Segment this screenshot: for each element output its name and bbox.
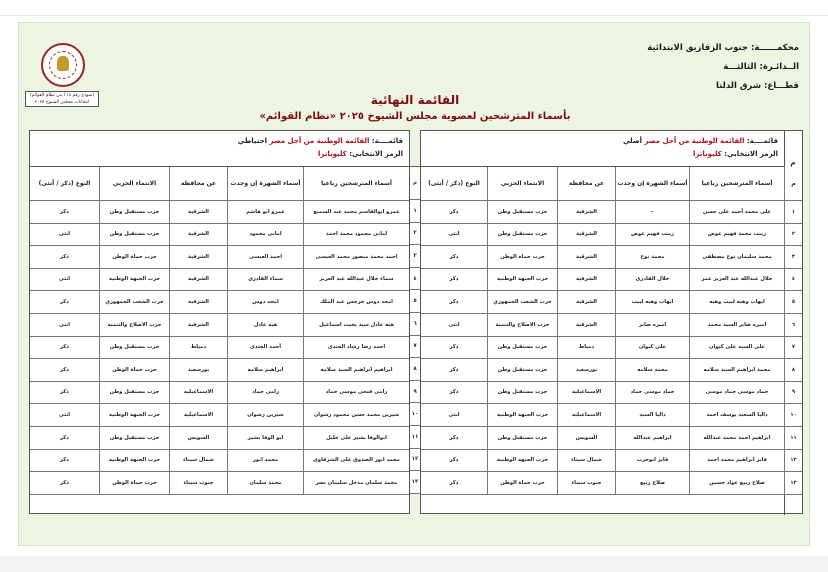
form-number-line: (نموذج رقم ١٨ أ من نظام القوائم)	[29, 93, 95, 98]
reserve-table-row	[30, 427, 409, 450]
reserve-cell-gov: شمال سيناء	[169, 450, 227, 472]
reserve-cell-gov: الاسماعيلية	[169, 382, 227, 404]
main-cell-party: حزب مستقبل وطن	[487, 224, 557, 246]
reserve-cell-nick: محمد انور	[227, 450, 303, 472]
reserve-cell-gender: ذكر	[60, 434, 69, 441]
main-cell-num: ٧	[784, 337, 802, 359]
main-cell-nick: زينب فهيم عوض	[615, 224, 689, 246]
main-header-nick: أسماء الشهرة إن وجدت	[615, 167, 689, 200]
reserve-cell-name: امانى محمود محمد احمد	[303, 224, 409, 246]
main-table-row	[421, 337, 802, 360]
election-name-line: انتخابات مجلس الشيوخ ٢٠٢٥	[34, 100, 90, 105]
main-list-header	[421, 131, 784, 167]
main-cell-gender: ذكر	[449, 366, 459, 373]
reserve-cell-gov: بورسعيد	[169, 359, 227, 381]
main-list-kind: أصلي	[622, 137, 643, 145]
main-cell-gender: ذكر	[449, 298, 459, 305]
main-cell-party: حزب الجبهة الوطنية	[487, 404, 557, 426]
reserve-cell-party: حزب حماة الوطن	[99, 246, 169, 268]
main-cell-num: ٥	[784, 291, 802, 313]
court-line: محكمــــــة: جنوب الزقازيق الابتدائية	[647, 43, 799, 53]
reserve-cell-party: حزب مستقبل وطن	[99, 382, 169, 404]
main-header-name: أسماء المترشحين رباعيا	[689, 167, 784, 200]
reserve-cell-gov: الشرقية	[169, 314, 227, 336]
sector-line: قطـــاع: شرق الدلتا	[716, 81, 799, 91]
reserve-cell-gov: الشرقية	[169, 291, 227, 313]
main-cell-party: حزب حماة الوطن	[487, 472, 557, 494]
reserve-list-kind: احتياطي	[237, 137, 268, 145]
main-cell-num: ٩	[784, 382, 802, 404]
reserve-table-row	[30, 201, 409, 224]
main-cell-name: محمد سليمان نوح مصطفى	[689, 246, 784, 268]
reserve-table-row	[30, 314, 409, 337]
main-header-gov: عن محافظة	[557, 167, 615, 200]
reserve-table-row	[30, 359, 409, 382]
window-bottom-edge	[0, 556, 828, 572]
main-cell-gov: دمياط	[557, 337, 615, 359]
main-table-row	[421, 291, 802, 314]
main-cell-nick: محمد سلامه	[615, 359, 689, 381]
reserve-cell-name: ابوالوفا بشير على خليل	[303, 427, 409, 449]
main-cell-name: صلاح ربيع عواد حسين	[689, 472, 784, 494]
main-list-panel	[420, 130, 803, 514]
main-cell-name: على محمد أحمد على حسن	[689, 201, 784, 223]
candidate-lists	[29, 130, 803, 514]
main-header-gender: النوع (ذكر / أنثى)	[428, 179, 480, 187]
reserve-cell-name: هبه عادل سيد بخيت اسماعيل	[303, 314, 409, 336]
main-cell-gov: شمال سيناء	[557, 450, 615, 472]
reserve-header-gender: النوع (ذكر / أنثى)	[38, 179, 91, 187]
reserve-table-row	[30, 382, 409, 405]
reserve-cell-num: ١٣	[410, 471, 420, 494]
main-cell-nick: جلال القادرى	[615, 269, 689, 291]
reserve-cell-gender: ذكر	[60, 344, 69, 351]
reserve-cell-party: حزب حماة الوطن	[99, 472, 169, 494]
main-cell-num: ٨	[784, 359, 802, 381]
reserve-column-headers	[30, 167, 409, 201]
reserve-cell-nick: عمرو ابو هاشم	[227, 201, 303, 223]
main-cell-num: ١٢	[784, 450, 802, 472]
reserve-cell-name: رامى فتحى موسى حماد	[303, 382, 409, 404]
reserve-cell-party: حزب الجبهة الوطنية	[99, 404, 169, 426]
reserve-cell-num: ١	[410, 200, 420, 223]
main-cell-gov: الاسماعيلية	[557, 404, 615, 426]
reserve-cell-name: محمد سلمان مدخل سليمان نصر	[303, 472, 409, 494]
reserve-cell-party: حزب مستقبل وطن	[99, 224, 169, 246]
main-list-name: القائمة الوطنية من أجل مصر	[644, 137, 745, 145]
reserve-cell-nick: ابراهيم سلامه	[227, 359, 303, 381]
reserve-header-num: م	[410, 166, 420, 200]
main-cell-gov: الشرقية	[557, 314, 615, 336]
main-cell-nick: فايز ابوحرب	[615, 450, 689, 472]
reserve-cell-gov: دمياط	[169, 337, 227, 359]
reserve-cell-nick: شيرين رشوان	[227, 404, 303, 426]
reserve-cell-nick: امانى محمود	[227, 224, 303, 246]
main-cell-gender: انثى	[448, 231, 460, 238]
main-cell-gender: ذكر	[449, 344, 459, 351]
main-cell-nick: اميره صابر	[615, 314, 689, 336]
main-cell-name: ايهاب وهبه لبيب وهبه	[689, 291, 784, 313]
main-table-row	[421, 472, 802, 495]
court-header	[639, 39, 799, 96]
reserve-cell-gender: انثى	[58, 231, 71, 238]
reserve-cell-nick: احمد العيسى	[227, 246, 303, 268]
main-cell-gender: انثى	[448, 411, 460, 418]
main-cell-gov: الشرقية	[557, 269, 615, 291]
main-table-row	[421, 382, 802, 405]
election-seal-logo	[41, 43, 85, 87]
reserve-cell-party: حزب الشعب الجمهوري	[99, 291, 169, 313]
reserve-cell-name: شيرين محمد حسن محمود رشوان	[303, 404, 409, 426]
reserve-cell-gender: انثى	[58, 411, 71, 418]
main-cell-party: حزب مستقبل وطن	[487, 427, 557, 449]
main-cell-num: ٤	[784, 269, 802, 291]
main-cell-num: ٢	[784, 224, 802, 246]
window-top-edge	[0, 0, 828, 16]
reserve-list-name: القائمة الوطنية من أجل مصر	[269, 137, 370, 145]
main-cell-gender: ذكر	[449, 479, 459, 486]
main-cell-nick: -	[615, 201, 689, 223]
reserve-cell-party: حزب الاصلاح والتنمية	[99, 314, 169, 336]
main-cell-gender: ذكر	[449, 389, 459, 396]
reserve-table-row	[30, 404, 409, 427]
main-table-row	[421, 427, 802, 450]
main-cell-name: جلال عبدالله عبد العزيز عمر	[689, 269, 784, 291]
main-header-num: م	[784, 167, 802, 200]
main-cell-nick: داليا السيد	[615, 404, 689, 426]
reserve-cell-name: ابراهيم ابراهيم السيد سلامه	[303, 359, 409, 381]
reserve-table-row	[30, 246, 409, 269]
main-cell-party: حزب الاصلاح والتنمية	[487, 314, 557, 336]
reserve-cell-gender: ذكر	[60, 479, 69, 486]
main-cell-party: حزب مستقبل وطن	[487, 359, 557, 381]
reserve-table-row	[30, 291, 409, 314]
main-column-headers	[421, 167, 802, 201]
main-cell-name: حماد موسى حماد موسى	[689, 382, 784, 404]
reserve-header-party: الانتماء الحزبي	[99, 167, 169, 200]
reserve-header-nick: أسماء الشهرة إن وجدت	[227, 167, 303, 200]
reserve-cell-name: احمد رضا رشاد الجندى	[303, 337, 409, 359]
reserve-cell-gov: الاسماعيلية	[169, 404, 227, 426]
main-cell-nick: على كيوان	[615, 337, 689, 359]
main-cell-nick: حماد موسى حماد	[615, 382, 689, 404]
main-cell-gov: الشرقية	[557, 224, 615, 246]
main-cell-gender: ذكر	[449, 253, 459, 260]
main-cell-num: ١٠	[784, 404, 802, 426]
main-table-row	[421, 246, 802, 269]
main-cell-gender: ذكر	[449, 434, 459, 441]
reserve-symbol: كليوباترا	[317, 150, 347, 158]
reserve-cell-gov: الشرقية	[169, 224, 227, 246]
main-cell-party: حزب حماة الوطن	[487, 246, 557, 268]
reserve-cell-num: ١٢	[410, 449, 420, 472]
main-cell-num: ٣	[784, 246, 802, 268]
eagle-icon	[57, 56, 69, 71]
reserve-header-name: أسماء المترشحين رباعيا	[303, 167, 409, 200]
reserve-cell-gov: السويس	[169, 427, 227, 449]
reserve-cell-gov: الشرقية	[169, 201, 227, 223]
reserve-cell-nick: ابو الوفا بشير	[227, 427, 303, 449]
main-table-row	[421, 201, 802, 224]
reserve-cell-num: ٣	[410, 245, 420, 268]
reserve-cell-name: امجد دوس جرجس عبد الملك	[303, 291, 409, 313]
main-cell-gender: ذكر	[449, 276, 459, 283]
reserve-cell-nick: هبة عادل	[227, 314, 303, 336]
circuit-line: الــدائـرة: الثالثـــة	[723, 62, 799, 72]
reserve-cell-gender: ذكر	[60, 366, 69, 373]
reserve-cell-nick: محمد سلمان	[227, 472, 303, 494]
reserve-cell-nick: سماء القادرى	[227, 269, 303, 291]
reserve-cell-party: حزب الجبهة الوطنية	[99, 450, 169, 472]
reserve-cell-party: حزب حماة الوطن	[99, 359, 169, 381]
main-cell-nick: صلاح ربيع	[615, 472, 689, 494]
main-table-row	[421, 314, 802, 337]
reserve-cell-gov: جنوب سيناء	[169, 472, 227, 494]
main-table-row	[421, 404, 802, 427]
main-cell-name: فايز ابراهيم محمد احمد	[689, 450, 784, 472]
reserve-cell-num: ٢	[410, 223, 420, 246]
main-cell-name: على السيد على كيوان	[689, 337, 784, 359]
reserve-cell-gender: ذكر	[60, 389, 69, 396]
main-cell-gov: بورسعيد	[557, 359, 615, 381]
main-list-table	[421, 167, 802, 513]
main-table-row	[421, 450, 802, 473]
main-list-label: قائمــــة:	[746, 137, 778, 145]
reserve-list-label: قائمــــة:	[371, 137, 403, 145]
main-cell-gov: الاسماعيلية	[557, 382, 615, 404]
reserve-cell-gov: الشرقية	[169, 269, 227, 291]
reserve-cell-party: حزب مستقبل وطن	[99, 337, 169, 359]
reserve-cell-name: سماء جلال عبدالله عبد العزيز	[303, 269, 409, 291]
reserve-cell-gender: ذكر	[60, 298, 69, 305]
reserve-table-row	[30, 337, 409, 360]
main-cell-gov: السويس	[557, 427, 615, 449]
main-cell-name: زينب محمد فهيم عوض	[689, 224, 784, 246]
reserve-list-panel	[29, 130, 410, 514]
main-cell-gov: الشرقية	[557, 201, 615, 223]
main-cell-name: محمد ابراهيم السيد سلامه	[689, 359, 784, 381]
main-cell-num: ١١	[784, 427, 802, 449]
main-cell-gender: ذكر	[449, 208, 459, 215]
reserve-cell-name: احمد محمد منصور محمد العيسى	[303, 246, 409, 268]
main-cell-nick: ايهاب وهبه لبيب	[615, 291, 689, 313]
main-cell-gender: ذكر	[449, 457, 459, 464]
main-cell-gov: الشرقية	[557, 291, 615, 313]
reserve-cell-num: ١٠	[410, 403, 420, 426]
reserve-cell-gender: انثى	[58, 276, 71, 283]
reserve-cell-name: عمرو ابوالقاسم محمد عبد السميع	[303, 201, 409, 223]
reserve-num-strip	[410, 131, 420, 515]
main-cell-gender: انثى	[448, 321, 460, 328]
reserve-cell-nick: امجد دوس	[227, 291, 303, 313]
main-cell-party: حزب مستقبل وطن	[487, 201, 557, 223]
reserve-cell-gender: انثى	[58, 321, 71, 328]
main-symbol: كليوباترا	[692, 150, 722, 158]
main-cell-num: ٦	[784, 314, 802, 336]
main-cell-gov: الشرقية	[557, 246, 615, 268]
main-cell-party: حزب الجبهة الوطنية	[487, 450, 557, 472]
reserve-list-header	[30, 131, 409, 167]
reserve-table-row	[30, 450, 409, 473]
reserve-cell-num: ٨	[410, 358, 420, 381]
reserve-cell-gender: ذكر	[60, 253, 69, 260]
main-cell-name: ابراهيم احمد محمد عبدالله	[689, 427, 784, 449]
main-table-row	[421, 269, 802, 292]
reserve-symbol-label: الرمز الانتخابي:	[349, 150, 403, 158]
reserve-cell-nick: أحمد الجندى	[227, 337, 303, 359]
reserve-cell-nick: رامى حماد	[227, 382, 303, 404]
reserve-cell-num: ٤	[410, 268, 420, 291]
main-cell-gov: جنوب سيناء	[557, 472, 615, 494]
reserve-list-table	[30, 167, 409, 513]
reserve-cell-party: حزب الجبهة الوطنية	[99, 269, 169, 291]
main-cell-num: ١	[784, 201, 802, 223]
main-cell-name: اميره صابر السيد محمد	[689, 314, 784, 336]
reserve-cell-num: ٥	[410, 290, 420, 313]
page-subtitle: بأسماء المترشحين لعضوية مجلس الشيوخ ٢٠٢٥ «نظام القوائم»	[259, 111, 571, 122]
reserve-cell-num: ٧	[410, 336, 420, 359]
main-table-row	[421, 359, 802, 382]
main-cell-party: حزب مستقبل وطن	[487, 382, 557, 404]
main-cell-nick: محمد نوح	[615, 246, 689, 268]
reserve-header-gov: عن محافظة	[169, 167, 227, 200]
reserve-cell-num: ٩	[410, 381, 420, 404]
reserve-cell-gender: ذكر	[60, 208, 69, 215]
main-cell-name: داليا السعيد يوسف احمد	[689, 404, 784, 426]
document-page	[18, 22, 810, 546]
reserve-table-row	[30, 269, 409, 292]
main-cell-num: ١٣	[784, 472, 802, 494]
reserve-cell-party: حزب مستقبل وطن	[99, 201, 169, 223]
main-cell-party: حزب مستقبل وطن	[487, 337, 557, 359]
main-symbol-label: الرمز الانتخابي:	[724, 150, 778, 158]
main-header-party: الانتماء الحزبي	[487, 167, 557, 200]
reserve-table-row	[30, 472, 409, 495]
reserve-cell-num: ١١	[410, 426, 420, 449]
reserve-cell-gender: ذكر	[60, 457, 69, 464]
main-cell-nick: ابراهيم عبدالله	[615, 427, 689, 449]
main-num-label: م	[790, 159, 796, 167]
main-cell-party: حزب الجبهة الوطنية	[487, 269, 557, 291]
page-title: القائمة النهائية	[370, 93, 460, 107]
reserve-cell-num: ٦	[410, 313, 420, 336]
reserve-cell-gov: الشرقية	[169, 246, 227, 268]
reserve-table-row	[30, 224, 409, 247]
main-table-row	[421, 224, 802, 247]
reserve-cell-name: محمد انور الصدوق على الشرقاوى	[303, 450, 409, 472]
main-cell-party: حزب الشعب الجمهوري	[487, 291, 557, 313]
reserve-cell-party: حزب مستقبل وطن	[99, 427, 169, 449]
